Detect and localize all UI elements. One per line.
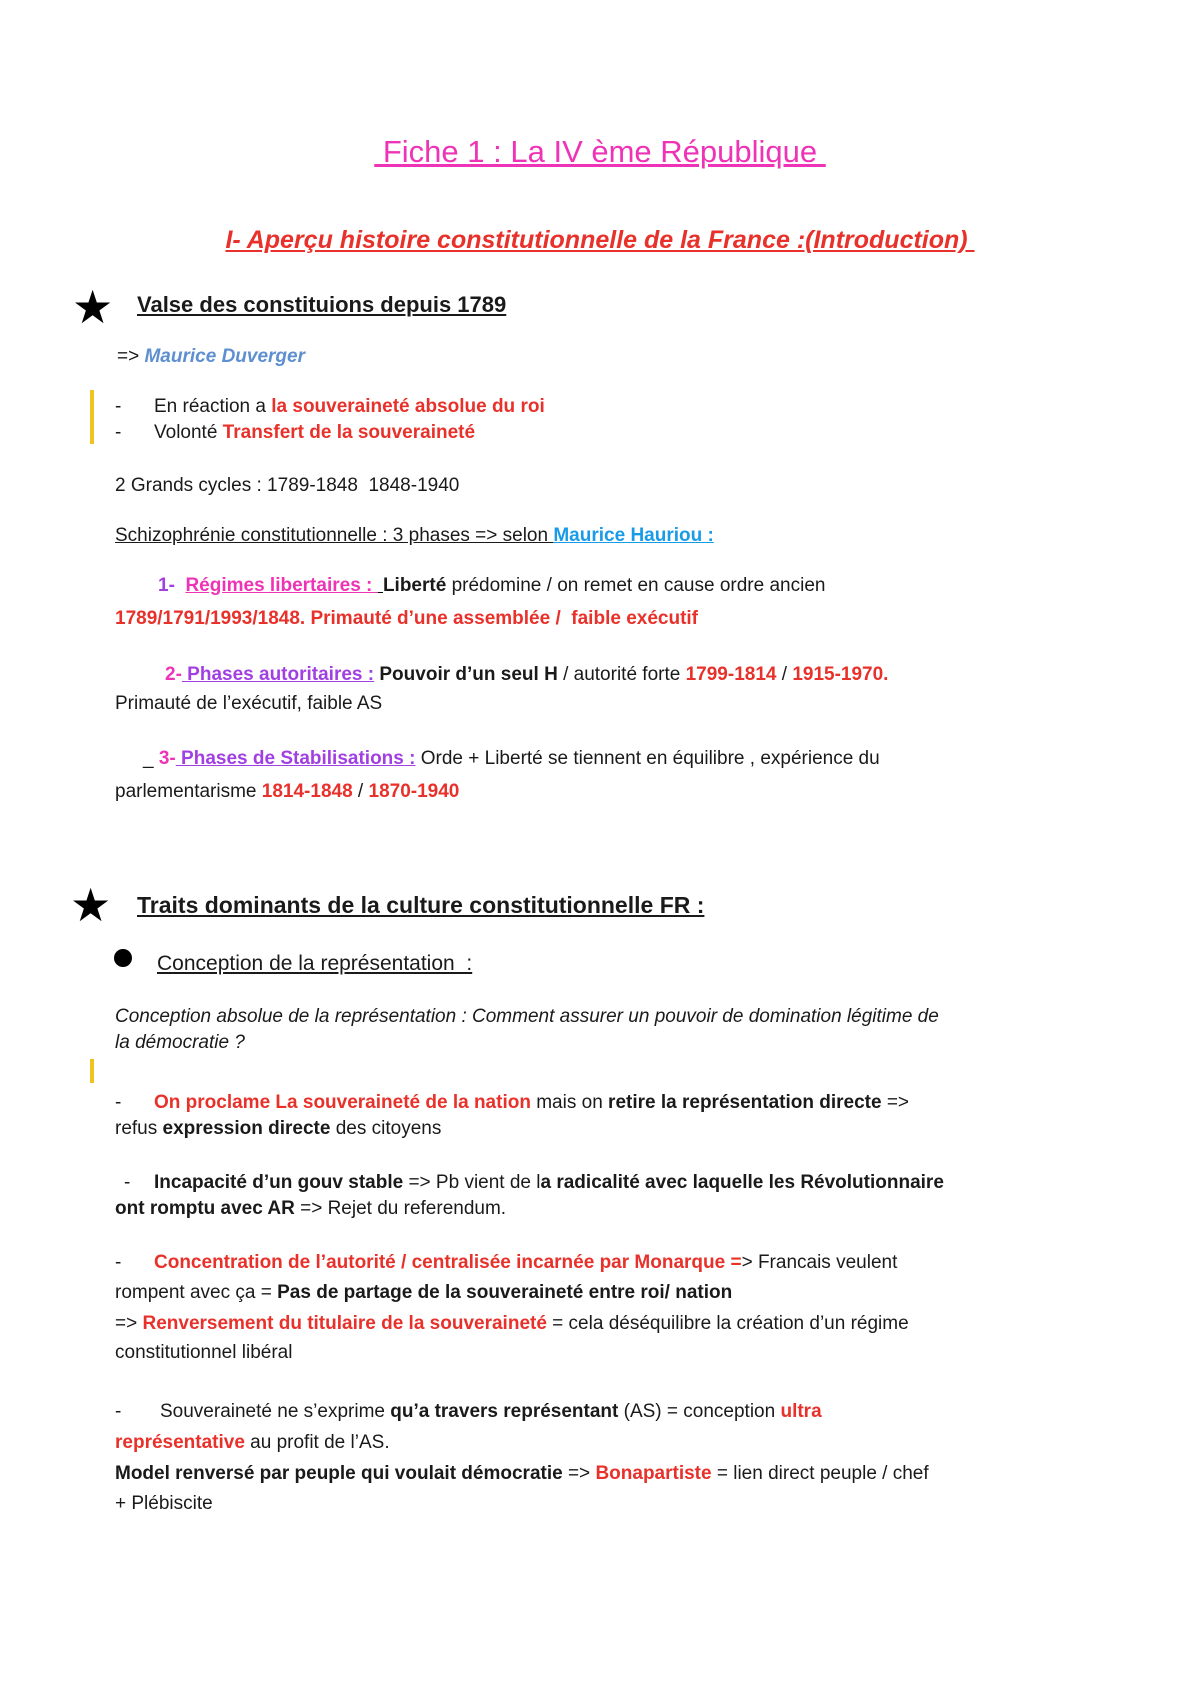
phase-number: 3-	[158, 748, 176, 769]
point-emphasis: représentative	[115, 1432, 245, 1453]
point-text: =>	[562, 1463, 596, 1484]
point2-line2	[115, 1196, 506, 1222]
bullet-dash: -	[115, 1401, 122, 1422]
phase-date: 1870-1940	[368, 781, 460, 802]
point4-line2	[115, 1430, 390, 1456]
schizo-line	[115, 523, 714, 549]
point-text: => Pb vient de l	[403, 1172, 541, 1193]
section-heading: I- Aperçu histoire constitutionnelle de la France :(Introduction)	[225, 226, 975, 254]
bullet-dash: -	[115, 1252, 122, 1273]
point-emphasis: ultra	[780, 1401, 822, 1422]
point2-line1	[154, 1170, 944, 1196]
phase-date: 1915-1970.	[792, 664, 889, 685]
subheading-valse: Valse des constituions depuis 1789	[137, 292, 507, 317]
star-icon: ★	[70, 879, 112, 931]
bullet-dash: -	[115, 422, 122, 443]
bullet-dash: -	[124, 1172, 131, 1193]
point4-line1	[160, 1399, 822, 1425]
phase1-line	[158, 573, 825, 599]
point-text: rompent avec ça =	[115, 1282, 278, 1303]
bullet-emphasis: la souveraineté absolue du roi	[271, 396, 545, 417]
bullet-reaction	[154, 394, 545, 420]
phase-number: 2-	[165, 664, 182, 685]
cycles-line: 2 Grands cycles : 1789-1848 1848-1940	[115, 475, 460, 496]
point1-line2	[115, 1116, 441, 1142]
point4-line4: + Plébiscite	[115, 1493, 213, 1514]
point-bold: a radicalité avec laquelle les Révolutionnaire	[540, 1172, 944, 1193]
point-bold: Incapacité d’un gouv stable	[154, 1172, 404, 1193]
star-icon: ★	[72, 281, 114, 333]
bullet-volonte	[154, 420, 475, 446]
point-text: > Francais veulent	[741, 1252, 898, 1273]
bullet-dash: -	[115, 396, 122, 417]
phase-date: 1814-1848	[261, 781, 353, 802]
hauriou-name: Maurice Hauriou :	[553, 525, 714, 546]
point-emphasis: On proclame La souveraineté de la nation	[154, 1092, 531, 1113]
point-bold: retire la représentation directe	[608, 1092, 882, 1113]
bullet-text: Volonté	[154, 422, 223, 443]
point-text: = cela déséquilibre la création d’un régime	[546, 1313, 909, 1334]
phase-number: 1-	[158, 575, 186, 596]
date-separator: /	[352, 781, 369, 802]
phase2-line	[165, 662, 888, 688]
phase3-line	[143, 746, 880, 772]
underscore-mark: _	[143, 748, 159, 769]
phase-label: Phases de Stabilisations :	[175, 748, 416, 769]
margin-highlight-bar	[90, 390, 94, 444]
point-text: des citoyens	[330, 1118, 442, 1139]
bullet-dash: -	[115, 1092, 122, 1113]
schizo-text: Schizophrénie constitutionnelle : 3 phases => selon	[115, 525, 554, 546]
question-line2: la démocratie ?	[115, 1032, 245, 1053]
point-emphasis: Concentration de l’autorité / centralisée incarnée par Monarque =	[154, 1252, 742, 1273]
point-bold: ont romptu avec AR	[115, 1198, 295, 1219]
bullet-emphasis: Transfert de la souveraineté	[222, 422, 476, 443]
point-text: =>	[115, 1313, 143, 1334]
phase-label: Régimes libertaires :	[185, 575, 378, 596]
bullet-text: En réaction a	[154, 396, 272, 417]
point3-line4: constitutionnel libéral	[115, 1342, 293, 1363]
phase1-dates: 1789/1791/1993/1848. Primauté d’une assemblée / faible exécutif	[115, 608, 698, 629]
phase-text: Orde + Liberté se tiennent en équilibre , expérience du	[415, 748, 880, 769]
concept-heading: Conception de la représentation :	[157, 952, 473, 975]
point-text: (AS) = conception	[618, 1401, 781, 1422]
point-emphasis: Bonapartiste	[595, 1463, 712, 1484]
point-text: mais on	[530, 1092, 609, 1113]
phase-bold: Liberté	[382, 575, 447, 596]
phase-date: 1799-1814	[685, 664, 777, 685]
date-separator: /	[776, 664, 793, 685]
phase2-line2: Primauté de l’exécutif, faible AS	[115, 693, 383, 714]
page-title: Fiche 1 : La IV ème République	[374, 134, 826, 169]
duverger-line	[117, 344, 305, 370]
point1-line1	[154, 1090, 909, 1116]
point-text: au profit de l’AS.	[244, 1432, 390, 1453]
point-text: => Rejet du referendum.	[294, 1198, 507, 1219]
point-text: =>	[881, 1092, 910, 1113]
phase3-line2	[115, 779, 459, 805]
bullet-dot-icon	[114, 949, 132, 967]
point3-line1	[154, 1250, 897, 1276]
point-text: Souveraineté ne s’exprime	[160, 1401, 391, 1422]
subheading-traits: Traits dominants de la culture constitutionnelle FR :	[137, 892, 705, 918]
point-text: refus	[115, 1118, 163, 1139]
phase-text: parlementarisme	[115, 781, 262, 802]
point-bold: Pas de partage de la souveraineté entre roi/ nation	[277, 1282, 733, 1303]
phase-label: Phases autoritaires :	[181, 664, 375, 685]
point-text: = lien direct peuple / chef	[711, 1463, 929, 1484]
phase-bold: Pouvoir d’un seul H	[374, 664, 558, 685]
margin-highlight-bar	[90, 1059, 94, 1083]
point-bold: expression directe	[162, 1118, 331, 1139]
arrow-text: =>	[117, 346, 145, 367]
point-bold: Model renversé par peuple qui voulait démocratie	[115, 1463, 563, 1484]
point4-line3	[115, 1461, 929, 1487]
phase-text: / autorité forte	[557, 664, 686, 685]
question-line1: Conception absolue de la représentation : Comment assurer un pouvoir de domination légitime de	[115, 1006, 939, 1027]
point3-line2	[115, 1280, 732, 1306]
point-bold: qu’a travers représentant	[390, 1401, 619, 1422]
phase-text: prédomine / on remet en cause ordre ancien	[446, 575, 826, 596]
duverger-name: Maurice Duverger	[144, 346, 305, 367]
point3-line3	[115, 1311, 909, 1337]
point-emphasis: Renversement du titulaire de la souveraineté	[142, 1313, 547, 1334]
